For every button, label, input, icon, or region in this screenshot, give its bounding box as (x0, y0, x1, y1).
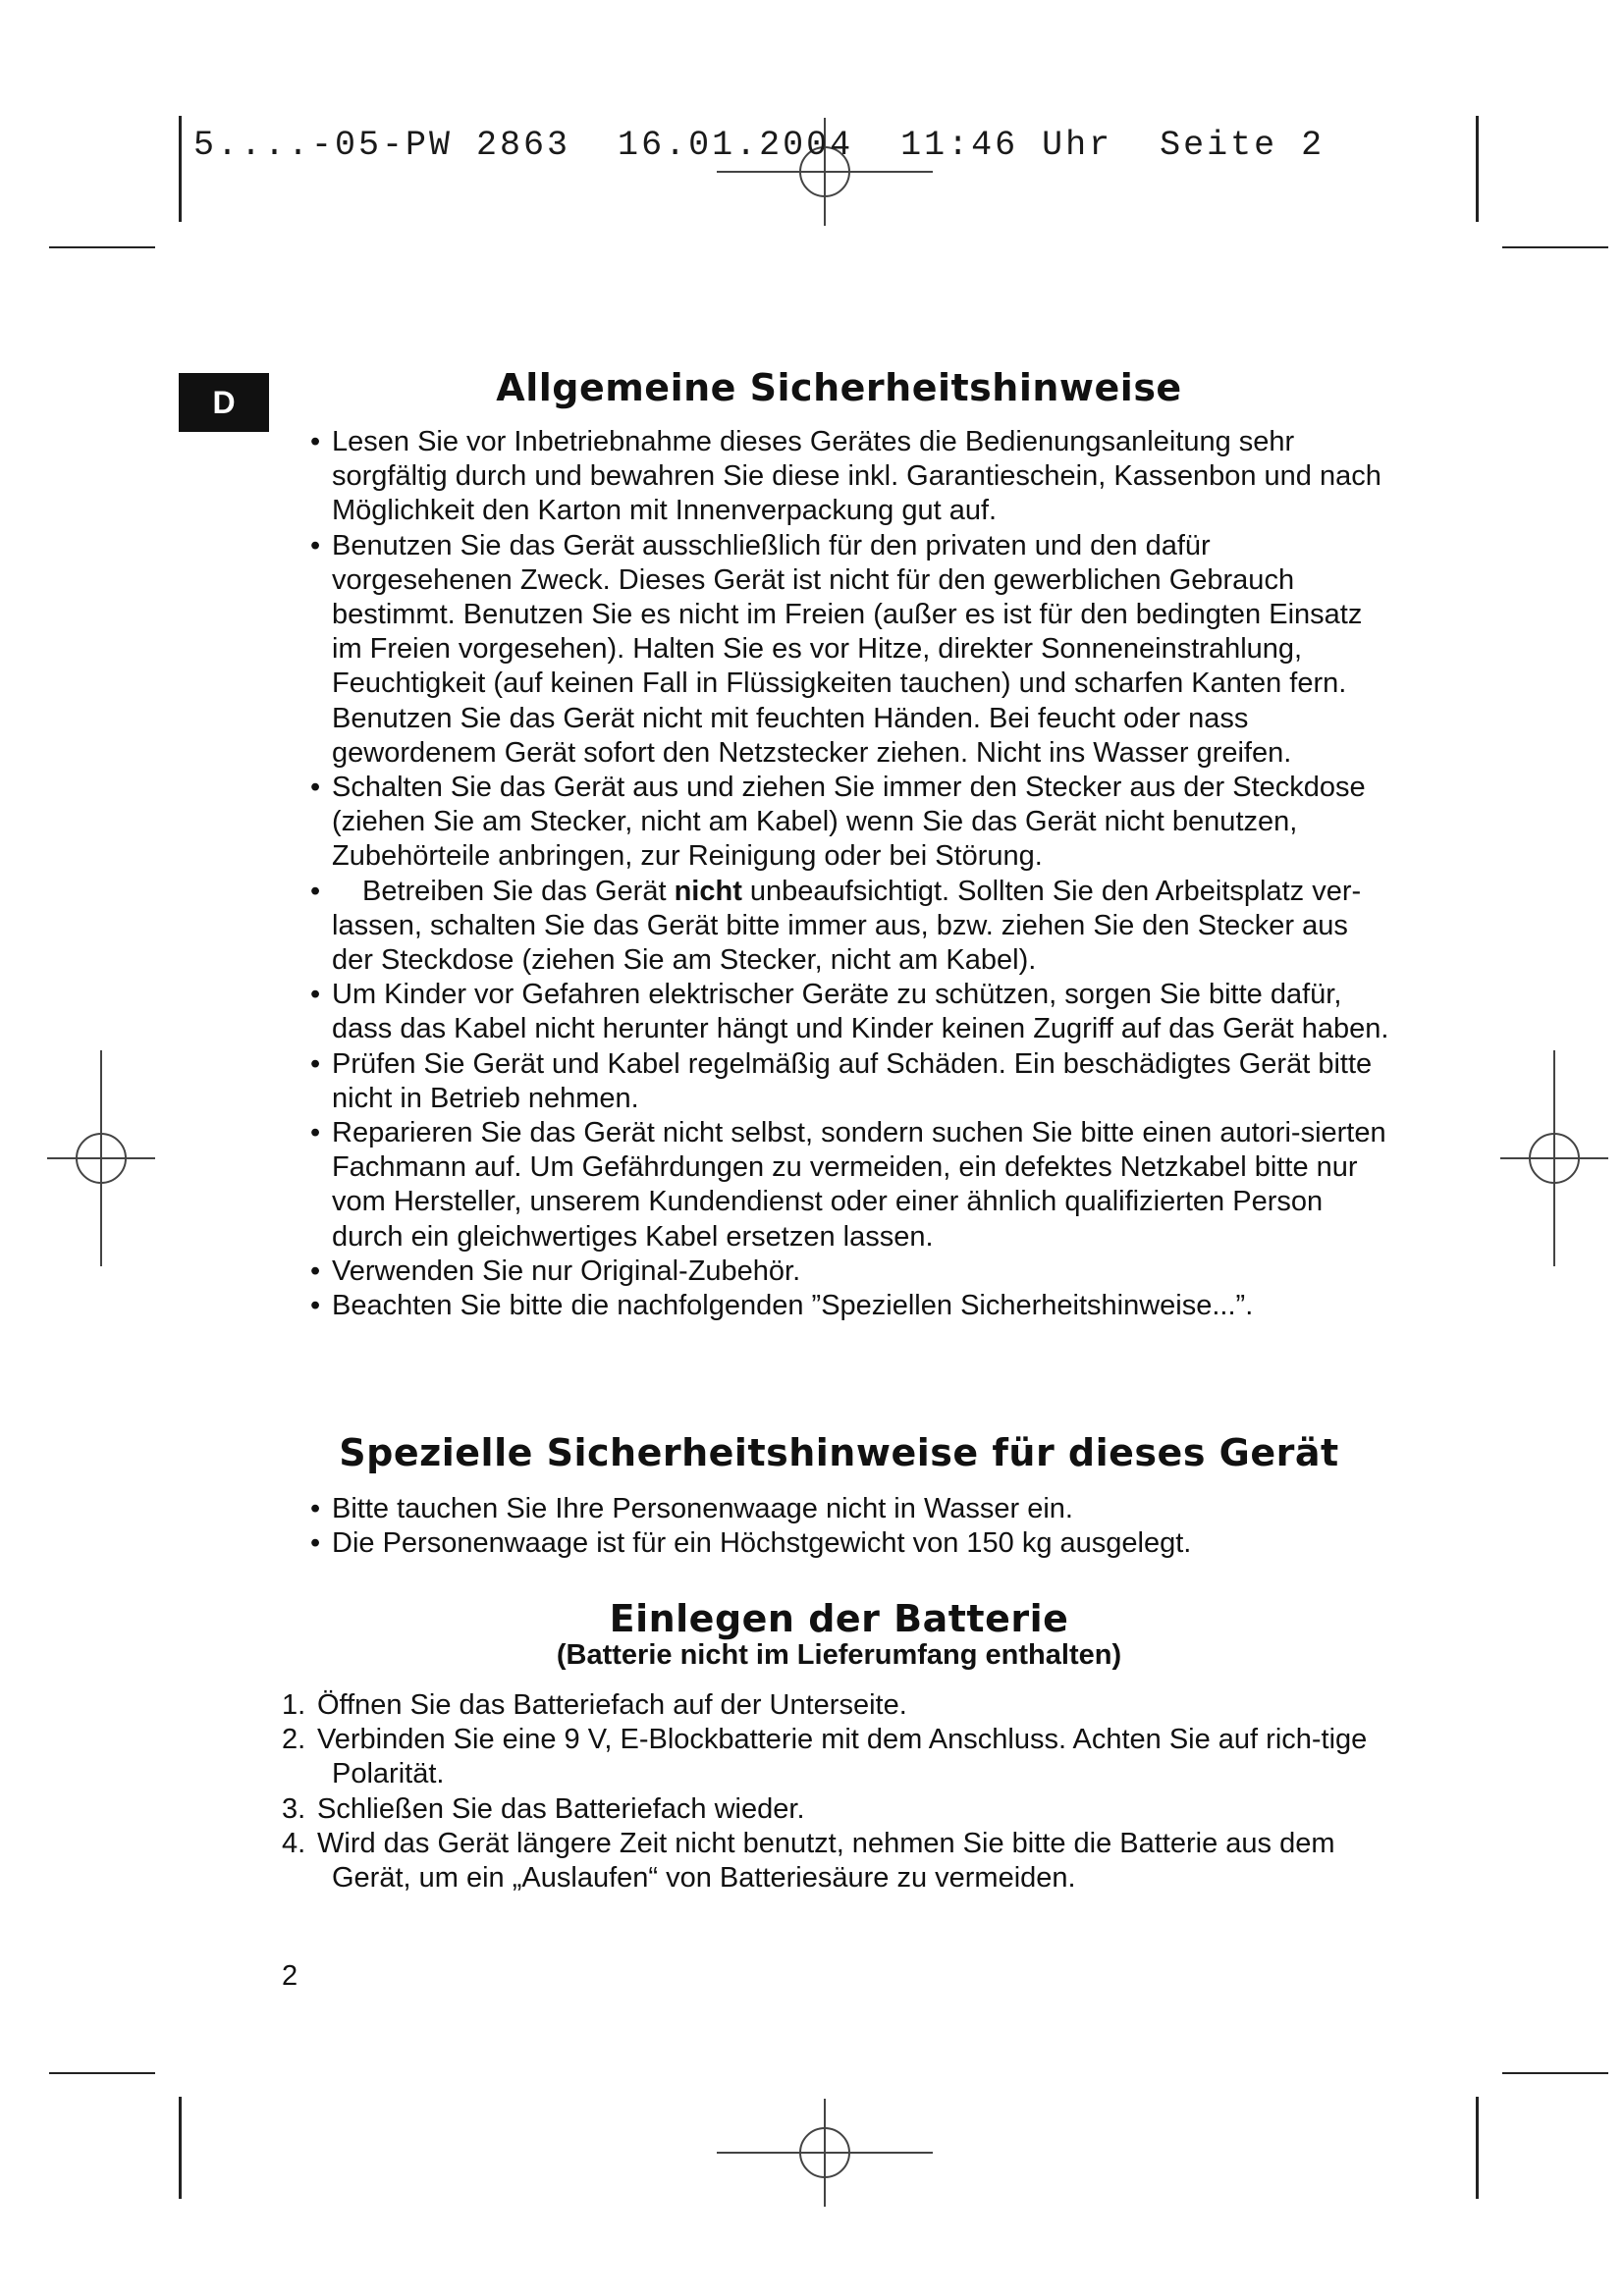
battery-steps-list (282, 1688, 1396, 1896)
special-safety-list (282, 1492, 1396, 1561)
bullet-icon: • (310, 1117, 321, 1149)
list-item: • Prüfen Sie Gerät und Kabel regelmäßig auf Schäden. Ein beschädigtes Gerät bitte nicht in Betrieb nehmen. (310, 1047, 1373, 1114)
registration-mark-icon (47, 1050, 155, 1266)
list-item: • Benutzen Sie das Gerät ausschließlich für den privaten und den dafür vorgesehenen Zweck. Dieses Gerät ist nicht für den gewerblichen Gebrauch bestimmt. Benutzen Sie es nicht im Freien (außer es ist für den bedingten Einsatz im Freien vorgesehen). Halten Sie es vor Hitze, direkter Sonneneinstrahlung, Feuchtigkeit (auf keinen Fall in Flüssigkeiten tauchen) und scharfen Kanten fern. Benutzen Sie das Gerät nicht mit feuchten Händen. Bei feucht oder nass gewordenem Gerät sofort den Netzstecker ziehen. Nicht ins Wasser greifen. (310, 529, 1363, 769)
section-title-general-safety: Allgemeine Sicherheitshinweise (496, 366, 1182, 409)
bullet-icon: • (310, 772, 321, 804)
bullet-icon: • (310, 529, 321, 561)
print-slug: 5....-05-PW 2863 16.01.2004 11:46 Uhr Seite 2 (193, 126, 1326, 165)
registration-mark-icon (1500, 1050, 1608, 1266)
emphasis-nicht: nicht (674, 875, 742, 907)
bullet-icon: • (310, 1527, 321, 1560)
list-item: 4. Wird das Gerät längere Zeit nicht benutzt, nehmen Sie bitte die Batterie aus dem Gerät, um ein „Auslaufen“ von Batteriesäure zu vermeiden. (282, 1827, 1335, 1895)
section-title-special-safety: Spezielle Sicherheitshinweise für dieses Gerät (339, 1431, 1339, 1474)
bullet-icon: • (310, 426, 321, 457)
bullet-icon: • (310, 979, 321, 1011)
general-safety-list (282, 425, 1396, 1323)
list-item: • Beachten Sie bitte die nachfolgenden ”Speziellen Sicherheitshinweise...”. (282, 1289, 1396, 1323)
list-item: • Verwenden Sie nur Original-Zubehör. (282, 1255, 1396, 1289)
language-tab: D (179, 373, 269, 432)
page-number: 2 (282, 1960, 298, 1992)
bullet-icon: • (310, 1255, 321, 1287)
bullet-icon: • (310, 1493, 321, 1524)
registration-mark-icon (717, 2099, 933, 2207)
section-title-battery: Einlegen der Batterie (609, 1597, 1069, 1640)
list-item: 3. Schließen Sie das Batteriefach wieder. (282, 1792, 805, 1825)
list-item: • Betreiben Sie das Gerät nicht unbeaufsichtigt. Sollten Sie den Arbeitsplatz ver-lassen, schalten Sie das Gerät bitte immer aus, bzw. ziehen Sie den Stecker aus der Steckdose (ziehen Sie am Stecker, nicht am Kabel). (310, 875, 1362, 977)
list-item: • Schalten Sie das Gerät aus und ziehen Sie immer den Stecker aus der Steckdose (ziehen Sie am Stecker, nicht am Kabel) wenn Sie das Gerät nicht benutzen, Zubehörteile anbringen, zur Reinigung oder bei Störung. (310, 772, 1366, 873)
bullet-icon: • (310, 875, 321, 907)
list-item: • Lesen Sie vor Inbetriebnahme dieses Gerätes die Bedienungsanleitung sehr sorgfältig durch und bewahren Sie diese inkl. Garantieschein, Kassenbon und nach Möglichkeit den Karton mit Innenverpackung gut auf. (310, 426, 1381, 527)
list-item: • Um Kinder vor Gefahren elektrischer Geräte zu schützen, sorgen Sie bitte dafür, dass das Kabel nicht herunter hängt und Kinder keinen Zugriff auf das Gerät haben. (310, 979, 1389, 1045)
list-item: 2. Verbinden Sie eine 9 V, E-Blockbatterie mit dem Anschluss. Achten Sie auf rich-tige Polarität. (282, 1724, 1368, 1790)
list-item: • Die Personenwaage ist für ein Höchstgewicht von 150 kg ausgelegt. (282, 1526, 1396, 1561)
section-subtitle-battery: (Batterie nicht im Lieferumfang enthalten) (556, 1639, 1122, 1671)
bullet-icon: • (310, 1290, 321, 1322)
list-item: • Bitte tauchen Sie Ihre Personenwaage nicht in Wasser ein. (282, 1492, 1396, 1526)
list-item: • Reparieren Sie das Gerät nicht selbst, sondern suchen Sie bitte einen autori-sierten Fachmann auf. Um Gefährdungen zu vermeiden, ein defektes Netzkabel bitte nur vom Hersteller, unserem Kundendienst oder einer ähnlich qualifizierten Person durch ein gleichwertiges Kabel ersetzen lassen. (310, 1117, 1386, 1253)
list-item: 1. Öffnen Sie das Batteriefach auf der Unterseite. (282, 1689, 907, 1721)
bullet-icon: • (310, 1047, 321, 1080)
